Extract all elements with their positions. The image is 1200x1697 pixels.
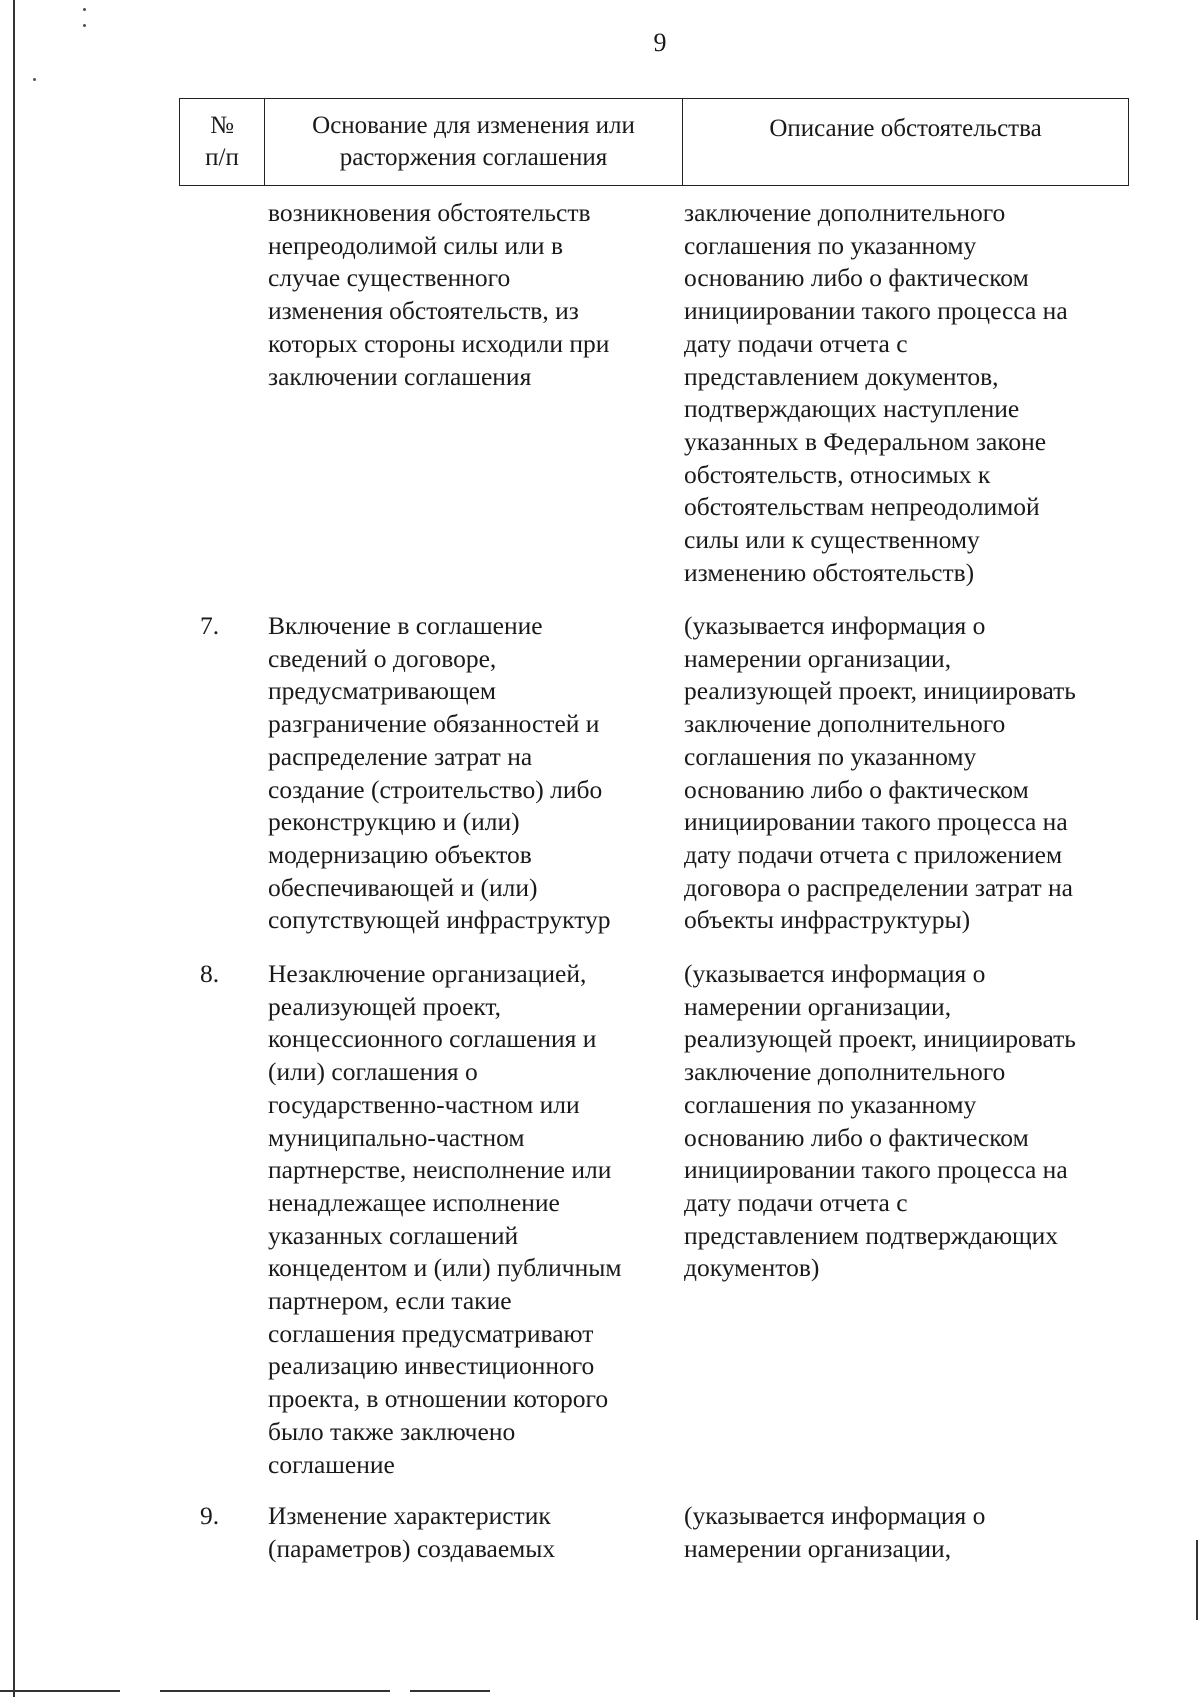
text-line: представлением документов, bbox=[684, 361, 999, 391]
text-line: муниципально-частном bbox=[268, 1122, 525, 1152]
text-line: документов) bbox=[684, 1253, 820, 1283]
text-line: Изменение характеристик bbox=[268, 1501, 551, 1530]
text-line: (параметров) создаваемых bbox=[268, 1533, 556, 1563]
text-line: инициировании такого процесса на bbox=[684, 1155, 1068, 1185]
text-line: концессионного соглашения и bbox=[268, 1024, 597, 1054]
row-basis-text bbox=[268, 1500, 688, 1565]
text-line: Незаключение организацией, bbox=[268, 959, 587, 988]
header-text: п/п bbox=[205, 144, 239, 171]
text-line: (указывается информация о bbox=[684, 959, 986, 988]
text-line: соглашения предусматривают bbox=[268, 1318, 594, 1348]
row-description-text bbox=[684, 958, 1144, 1285]
text-line: реализующей проект, инициировать bbox=[684, 676, 1076, 706]
text-line: основанию либо о фактическом bbox=[684, 1122, 1029, 1152]
text-line: было также заключено bbox=[268, 1416, 516, 1446]
text-line: основанию либо о фактическом bbox=[684, 263, 1029, 293]
text-line: изменению обстоятельств) bbox=[684, 557, 975, 587]
header-basis-cell bbox=[265, 99, 683, 185]
text-line: распределение затрат на bbox=[268, 741, 533, 771]
text-line: соглашения по указанному bbox=[684, 230, 977, 260]
table-header bbox=[179, 98, 1129, 186]
text-line: которых стороны исходили при bbox=[268, 328, 610, 358]
row-description-text bbox=[684, 197, 1144, 589]
row-number: 8. bbox=[200, 959, 220, 988]
row-number: 7. bbox=[200, 611, 220, 640]
text-line: создание (строительство) либо bbox=[268, 774, 603, 804]
text-line: изменения обстоятельств, из bbox=[268, 296, 579, 326]
text-line: разграничение обязанностей и bbox=[268, 709, 600, 739]
text-line: заключение дополнительного bbox=[684, 1057, 1006, 1087]
header-text: Основание для изменения или bbox=[312, 112, 635, 139]
text-line: ненадлежащее исполнение bbox=[268, 1187, 560, 1217]
scan-right-mark bbox=[1196, 1540, 1198, 1620]
text-line: непреодолимой силы или в bbox=[268, 230, 563, 260]
scan-speck bbox=[83, 8, 86, 11]
text-line: проекта, в отношении которого bbox=[268, 1384, 609, 1414]
header-description-cell bbox=[683, 99, 1128, 185]
text-line: намерении организации, bbox=[684, 991, 952, 1021]
text-line: предусматривающем bbox=[268, 676, 497, 706]
text-line: заключении соглашения bbox=[268, 361, 532, 391]
text-line: обеспечивающей и (или) bbox=[268, 872, 538, 902]
header-text: № bbox=[210, 112, 234, 139]
text-line: указанных в Федеральном законе bbox=[684, 426, 1047, 456]
text-line: договора о распределении затрат на bbox=[684, 872, 1073, 902]
scan-speck bbox=[33, 78, 36, 81]
text-line: реализацию инвестиционного bbox=[268, 1351, 595, 1381]
text-line: соглашения по указанному bbox=[684, 741, 977, 771]
header-text: Описание обстоятельства bbox=[769, 115, 1042, 142]
text-line: основанию либо о фактическом bbox=[684, 774, 1029, 804]
text-line: сведений о договоре, bbox=[268, 643, 497, 673]
text-line: заключение дополнительного bbox=[684, 709, 1006, 739]
text-line: дату подачи отчета с приложением bbox=[684, 839, 1063, 869]
text-line: обстоятельствам непреодолимой bbox=[684, 492, 1040, 522]
text-line: сопутствующей инфраструктур bbox=[268, 905, 611, 935]
scan-bottom-dash bbox=[0, 1690, 120, 1692]
text-line: случае существенного bbox=[268, 263, 511, 293]
text-line: инициировании такого процесса на bbox=[684, 807, 1068, 837]
text-line: силы или к существенному bbox=[684, 525, 980, 555]
scan-bottom-dash bbox=[160, 1690, 390, 1692]
text-line: партнером, если такие bbox=[268, 1286, 512, 1316]
row-basis-text bbox=[268, 610, 688, 937]
text-line: объекты инфраструктуры) bbox=[684, 905, 971, 935]
row-basis-text bbox=[268, 197, 688, 393]
scan-bottom-dash bbox=[410, 1690, 490, 1692]
text-line: реализующей проект, инициировать bbox=[684, 1024, 1076, 1054]
text-line: Включение в соглашение bbox=[268, 611, 543, 640]
text-line: заключение дополнительного bbox=[684, 198, 1006, 227]
row-description-text bbox=[684, 1500, 1144, 1565]
text-line: соглашение bbox=[268, 1449, 395, 1479]
header-text: расторжения соглашения bbox=[339, 144, 608, 171]
text-line: представлением подтверждающих bbox=[684, 1220, 1059, 1250]
text-line: подтверждающих наступление bbox=[684, 394, 1020, 424]
text-line: (указывается информация о bbox=[684, 1501, 986, 1530]
text-line: дату подачи отчета с bbox=[684, 328, 908, 358]
text-line: (указывается информация о bbox=[684, 611, 986, 640]
text-line: реконструкцию и (или) bbox=[268, 807, 520, 837]
row-number: 9. bbox=[200, 1501, 220, 1530]
scan-left-edge bbox=[13, 0, 15, 1697]
text-line: соглашения по указанному bbox=[684, 1089, 977, 1119]
text-line: реализующей проект, bbox=[268, 991, 502, 1021]
text-line: (или) соглашения о bbox=[268, 1057, 478, 1087]
scan-speck bbox=[83, 24, 86, 27]
text-line: модернизацию объектов bbox=[268, 839, 532, 869]
row-description-text bbox=[684, 610, 1144, 937]
text-line: намерении организации, bbox=[684, 1533, 952, 1563]
text-line: намерении организации, bbox=[684, 643, 952, 673]
text-line: возникновения обстоятельств bbox=[268, 198, 591, 227]
text-line: партнерстве, неисполнение или bbox=[268, 1155, 612, 1185]
header-number-cell bbox=[180, 99, 265, 185]
text-line: дату подачи отчета с bbox=[684, 1187, 908, 1217]
row-basis-text bbox=[268, 958, 688, 1481]
text-line: государственно-частном или bbox=[268, 1089, 580, 1119]
text-line: обстоятельств, относимых к bbox=[684, 459, 991, 489]
text-line: инициировании такого процесса на bbox=[684, 296, 1068, 326]
text-line: указанных соглашений bbox=[268, 1220, 519, 1250]
page-number: 9 bbox=[653, 28, 667, 57]
text-line: концедентом и (или) публичным bbox=[268, 1253, 622, 1283]
